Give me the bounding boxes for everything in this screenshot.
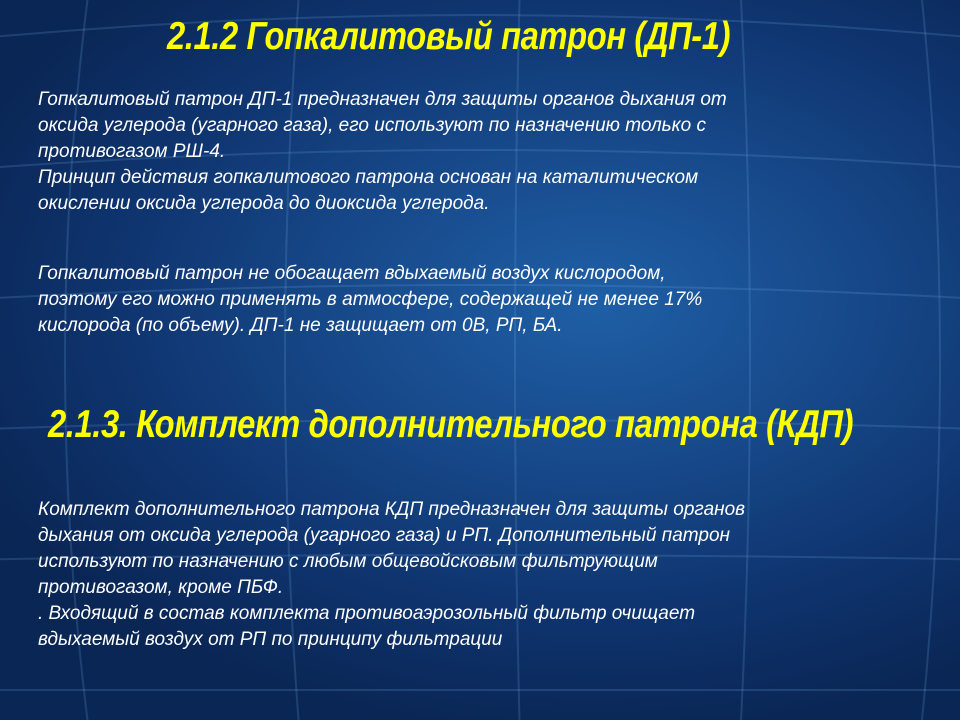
text-line: вдыхаемый воздух от РП по принципу фильтрации bbox=[38, 629, 503, 650]
section-title-dp1: 2.1.2 Гопкалитовый патрон (ДП-1) bbox=[167, 15, 731, 58]
text-line: Гопкалитовый патрон не обогащает вдыхаемый воздух кислородом, bbox=[38, 263, 666, 284]
section-kdp-description bbox=[38, 497, 745, 653]
section-dp1-description bbox=[38, 87, 727, 217]
text-line: Принцип действия гопкалитового патрона основан на каталитическом bbox=[38, 167, 699, 188]
text-line: Гопкалитовый патрон ДП-1 предназначен для защиты органов дыхания от bbox=[38, 89, 727, 110]
text-line: дыхания от оксида углерода (угарного газа) и РП. Дополнительный патрон bbox=[38, 525, 730, 546]
section-dp1-limitations bbox=[38, 261, 702, 339]
text-line: поэтому его можно применять в атмосфере, содержащей не менее 17% bbox=[38, 289, 703, 310]
text-line: оксида углерода (угарного газа), его используют по назначению только с bbox=[38, 115, 706, 136]
section-title-kdp: 2.1.3. Комплект дополнительного патрона (КДП) bbox=[48, 403, 854, 446]
text-line: Комплект дополнительного патрона КДП предназначен для защиты органов bbox=[38, 499, 746, 520]
text-line: кислорода (по объему). ДП-1 не защищает от 0В, РП, БА. bbox=[38, 315, 563, 336]
text-line: . Входящий в состав комплекта противоаэрозольный фильтр очищает bbox=[38, 603, 696, 624]
text-line: противогазом РШ-4. bbox=[38, 141, 226, 162]
text-line: окислении оксида углерода до диоксида углерода. bbox=[38, 193, 490, 214]
text-line: противогазом, кроме ПБФ. bbox=[38, 577, 284, 598]
text-line: используют по назначению с любым общевойсковым фильтрующим bbox=[38, 551, 658, 572]
